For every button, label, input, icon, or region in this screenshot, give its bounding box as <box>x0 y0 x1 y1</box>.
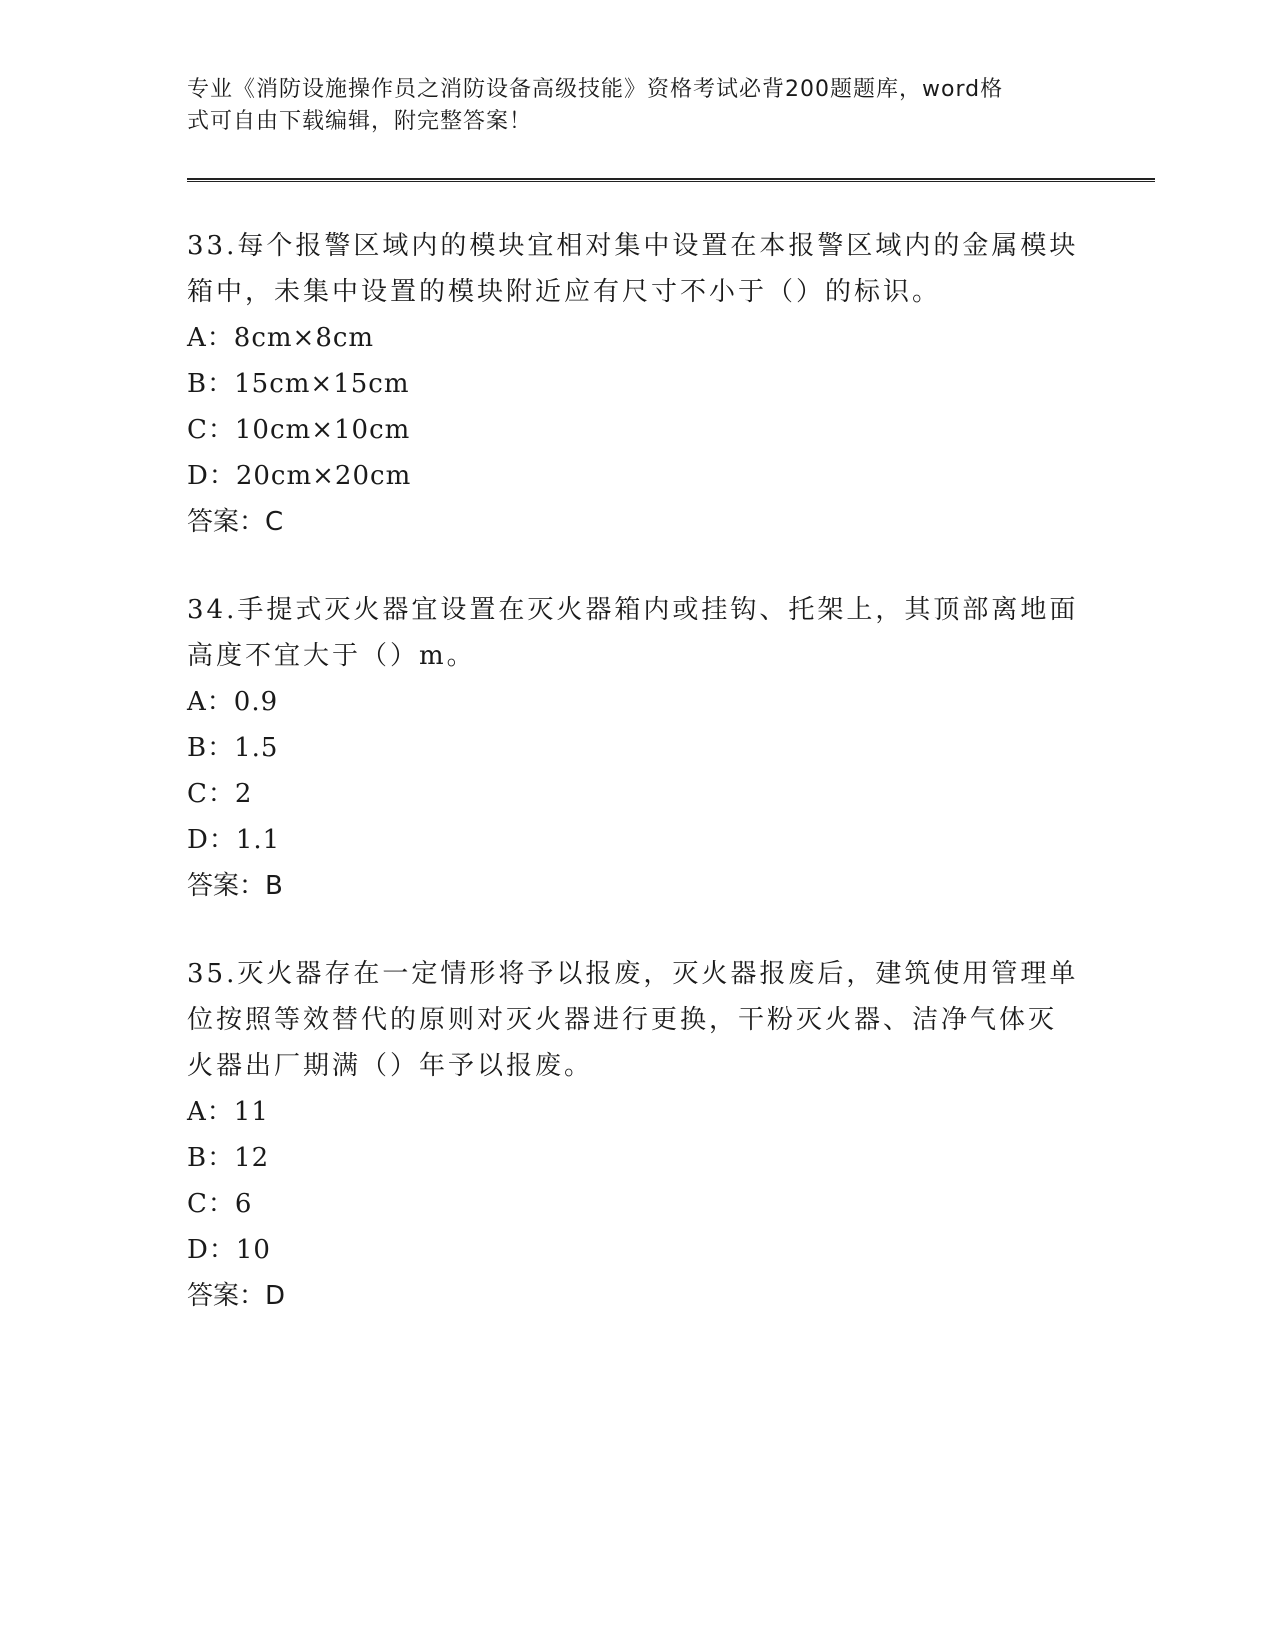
question-35 <box>187 951 1087 1319</box>
option-c: C：6 <box>187 1189 253 1219</box>
answer: 答案：C <box>187 507 284 537</box>
option-c: C：2 <box>187 779 253 809</box>
option-d: D：20cm×20cm <box>187 461 412 491</box>
option-b: B：1.5 <box>187 733 279 763</box>
answer: 答案：B <box>187 871 283 901</box>
answer: 答案：D <box>187 1281 286 1311</box>
option-b: B：15cm×15cm <box>187 369 410 399</box>
header-divider <box>187 178 1155 182</box>
question-stem-line: 位按照等效替代的原则对灭火器进行更换，干粉灭火器、洁净气体灭 <box>187 1005 1058 1035</box>
question-34 <box>187 587 1087 909</box>
option-c: C：10cm×10cm <box>187 415 411 445</box>
question-stem-line: 火器出厂期满（）年予以报废。 <box>187 1051 594 1081</box>
option-a: A：8cm×8cm <box>187 323 375 353</box>
question-33 <box>187 223 1087 545</box>
question-stem-line: 34.手提式灭火器宜设置在灭火器箱内或挂钩、托架上，其顶部离地面 <box>187 595 1079 625</box>
option-d: D：10 <box>187 1235 271 1265</box>
option-a: A：11 <box>187 1097 269 1127</box>
option-b: B：12 <box>187 1143 270 1173</box>
header-line-2: 式可自由下载编辑，附完整答案！ <box>187 109 533 134</box>
document-header <box>187 74 1067 138</box>
header-line-1: 专业《消防设施操作员之消防设备高级技能》资格考试必背200题题库，word格 <box>187 77 1004 102</box>
option-d: D：1.1 <box>187 825 281 855</box>
question-stem-line: 33.每个报警区域内的模块宜相对集中设置在本报警区域内的金属模块 <box>187 231 1079 261</box>
question-stem-line: 高度不宜大于（）m。 <box>187 641 476 671</box>
question-stem-line: 35.灭火器存在一定情形将予以报废，灭火器报废后，建筑使用管理单 <box>187 959 1079 989</box>
question-stem-line: 箱中，未集中设置的模块附近应有尺寸不小于（）的标识。 <box>187 277 942 307</box>
option-a: A：0.9 <box>187 687 279 717</box>
